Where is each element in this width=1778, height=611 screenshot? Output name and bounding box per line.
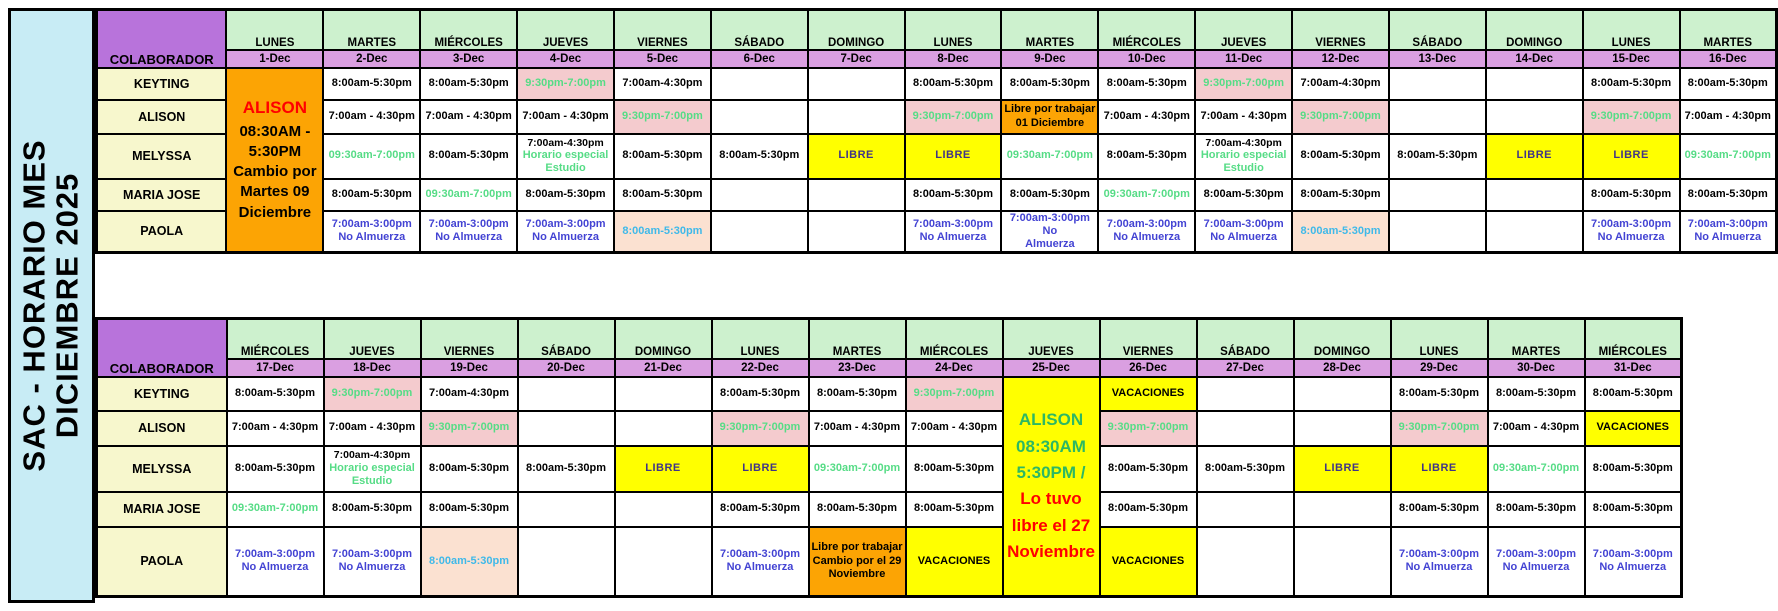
day-date-header: 5-Dec: [614, 50, 711, 68]
schedule-row: [97, 68, 1777, 100]
schedule-cell: 8:00am-5:30pm: [420, 68, 517, 100]
schedule-row: [97, 492, 1682, 527]
schedule-cell: 7:00am - 4:30pm: [1195, 100, 1292, 134]
day-name-header: LUNES: [1583, 10, 1680, 50]
schedule-cell: 7:00am - 4:30pm: [906, 411, 1003, 446]
schedule-cell: 8:00am-5:30pm: [809, 377, 906, 411]
empty-cell: [711, 211, 808, 253]
schedule-table-dec-1-16: [95, 8, 1778, 254]
schedule-cell: 8:00am-5:30pm: [1197, 446, 1294, 492]
empty-cell: [1294, 377, 1391, 411]
empty-cell: [518, 527, 615, 597]
day-date-header: 31-Dec: [1585, 359, 1682, 377]
schedule-cell: 09:30am-7:00pm: [1001, 134, 1098, 179]
empty-cell: [1197, 527, 1294, 597]
schedule-cell: 7:00am-4:30pm Horario especial Estudio: [324, 446, 421, 492]
schedule-cell: LIBRE: [905, 134, 1002, 179]
schedule-cell: LIBRE: [615, 446, 712, 492]
day-name-header: DOMINGO: [1294, 319, 1391, 359]
schedule-row: [97, 446, 1682, 492]
schedule-cell: 7:00am - 4:30pm: [809, 411, 906, 446]
schedule-cell: 9:30pm-7:00pm: [906, 377, 1003, 411]
day-date-header: 3-Dec: [420, 50, 517, 68]
day-name-header: MIÉRCOLES: [227, 319, 324, 359]
day-name-header: JUEVES: [517, 10, 614, 50]
schedule-cell: 7:00am-3:00pm No Almuerza: [227, 527, 324, 597]
day-date-header: 24-Dec: [906, 359, 1003, 377]
empty-cell: [518, 377, 615, 411]
schedule-cell: LIBRE: [712, 446, 809, 492]
schedule-cell: 8:00am-5:30pm: [1680, 179, 1777, 211]
schedule-cell: 09:30am-7:00pm: [1098, 179, 1195, 211]
day-date-header: 21-Dec: [615, 359, 712, 377]
schedule-cell: 7:00am-3:00pm No Almuerza: [1098, 211, 1195, 253]
day-date-header: 27-Dec: [1197, 359, 1294, 377]
schedule-cell: 7:00am - 4:30pm: [324, 411, 421, 446]
day-date-header: 13-Dec: [1389, 50, 1486, 68]
empty-cell: [711, 68, 808, 100]
schedule-cell: 8:00am-5:30pm: [614, 179, 711, 211]
schedule-cell: 8:00am-5:30pm: [518, 446, 615, 492]
day-name-header: MARTES: [809, 319, 906, 359]
day-name-header: JUEVES: [1195, 10, 1292, 50]
schedule-cell: 09:30am-7:00pm: [1680, 134, 1777, 179]
empty-cell: [1294, 527, 1391, 597]
day-date-header: 29-Dec: [1391, 359, 1488, 377]
schedule-cell: 8:00am-5:30pm: [421, 492, 518, 527]
page-title: [8, 8, 95, 603]
schedule-cell: 8:00am-5:30pm: [905, 68, 1002, 100]
day-date-header: 26-Dec: [1100, 359, 1197, 377]
collaborator-name: PAOLA: [97, 211, 227, 253]
schedule-cell: 7:00am-3:00pm No Almuerza: [517, 211, 614, 253]
day-name-header: MIÉRCOLES: [420, 10, 517, 50]
schedule-cell: 9:30pm-7:00pm: [421, 411, 518, 446]
empty-cell: [808, 100, 905, 134]
schedule-cell: 8:00am-5:30pm: [906, 492, 1003, 527]
day-date-header: 16-Dec: [1680, 50, 1777, 68]
schedule-cell: 9:30pm-7:00pm: [905, 100, 1002, 134]
schedule-cell: LIBRE: [1486, 134, 1583, 179]
day-date-header: 22-Dec: [712, 359, 809, 377]
empty-cell: [808, 68, 905, 100]
schedule-cell: 7:00am-3:00pm No Almuerza: [324, 527, 421, 597]
day-date-header: 12-Dec: [1292, 50, 1389, 68]
collaborator-name: ALISON: [97, 100, 227, 134]
schedule-cell: 7:00am - 4:30pm: [1488, 411, 1585, 446]
schedule-cell: 7:00am-4:30pm Horario especial Estudio: [1195, 134, 1292, 179]
day-name-header: JUEVES: [324, 319, 421, 359]
schedule-cell: 7:00am-3:00pm No Almuerza: [1195, 211, 1292, 253]
schedule-cell: VACACIONES: [1100, 527, 1197, 597]
title-line-2: DICIEMBRE 2025: [50, 172, 86, 439]
schedule-cell: 7:00am-3:00pm No Almuerza: [1585, 527, 1682, 597]
schedule-row: [97, 377, 1682, 411]
schedule-cell: 7:00am - 4:30pm: [227, 411, 324, 446]
empty-cell: [518, 411, 615, 446]
merged-note-cell: ALISON 08:30AM - 5:30PM Cambio por Martes 09 Diciembre: [226, 68, 323, 253]
schedule-cell: 8:00am-5:30pm: [1292, 179, 1389, 211]
schedule-cell: 8:00am-5:30pm: [1389, 134, 1486, 179]
day-name-header: VIERNES: [421, 319, 518, 359]
schedule-cell: 8:00am-5:30pm: [1098, 134, 1195, 179]
schedule-cell: 09:30am-7:00pm: [1488, 446, 1585, 492]
schedule-cell: 8:00am-5:30pm: [712, 492, 809, 527]
day-date-header: 11-Dec: [1195, 50, 1292, 68]
day-name-header: VIERNES: [614, 10, 711, 50]
day-name-header: SÁBADO: [711, 10, 808, 50]
schedule-cell: 8:00am-5:30pm: [614, 134, 711, 179]
schedule-cell: 8:00am-5:30pm: [1585, 446, 1682, 492]
schedule-cell: LIBRE: [1294, 446, 1391, 492]
empty-cell: [518, 492, 615, 527]
schedule-cell: 8:00am-5:30pm: [323, 179, 420, 211]
schedule-cell: 7:00am - 4:30pm: [323, 100, 420, 134]
schedule-cell: 8:00am-5:30pm: [420, 134, 517, 179]
schedule-cell: VACACIONES: [1585, 411, 1682, 446]
schedule-cell: 7:00am - 4:30pm: [517, 100, 614, 134]
collaborator-name: PAOLA: [97, 527, 227, 597]
schedule-cell: Libre por trabajar Cambio por el 29 Noviembre: [809, 527, 906, 597]
schedule-cell: 9:30pm-7:00pm: [1195, 68, 1292, 100]
schedule-cell: 8:00am-5:30pm: [1292, 134, 1389, 179]
day-date-header: 20-Dec: [518, 359, 615, 377]
schedule-cell: 7:00am-3:00pm No Almuerza: [712, 527, 809, 597]
day-name-header: JUEVES: [1003, 319, 1100, 359]
schedule-cell: 7:00am-4:30pm: [1292, 68, 1389, 100]
empty-cell: [615, 527, 712, 597]
schedule-cell: 8:00am-5:30pm: [1001, 179, 1098, 211]
schedule-cell: 7:00am-3:00pm No Almuerza: [420, 211, 517, 253]
schedule-cell: 8:00am-5:30pm: [421, 527, 518, 597]
schedule-cell: 8:00am-5:30pm: [1583, 68, 1680, 100]
empty-cell: [615, 492, 712, 527]
schedule-cell: 7:00am-4:30pm: [421, 377, 518, 411]
day-name-header: MARTES: [323, 10, 420, 50]
schedule-cell: 7:00am-3:00pm No Almuerza: [1583, 211, 1680, 253]
schedule-cell: LIBRE: [808, 134, 905, 179]
day-date-header: 1-Dec: [226, 50, 323, 68]
schedule-row: [97, 527, 1682, 597]
day-name-header: SÁBADO: [1389, 10, 1486, 50]
schedule-row: [97, 179, 1777, 211]
schedule-cell: 09:30am-7:00pm: [420, 179, 517, 211]
day-name-header: MIÉRCOLES: [1098, 10, 1195, 50]
schedule-cell: 8:00am-5:30pm: [324, 492, 421, 527]
schedule-cell: 8:00am-5:30pm: [1195, 179, 1292, 211]
day-name-header: SÁBADO: [518, 319, 615, 359]
day-date-header: 15-Dec: [1583, 50, 1680, 68]
day-name-header: LUNES: [712, 319, 809, 359]
schedule-cell: 7:00am-4:30pm Horario especial Estudio: [517, 134, 614, 179]
schedule-cell: 8:00am-5:30pm: [1585, 492, 1682, 527]
day-name-header: LUNES: [1391, 319, 1488, 359]
schedule-cell: VACACIONES: [906, 527, 1003, 597]
collaborator-name: ALISON: [97, 411, 227, 446]
schedule-cell: Libre por trabajar 01 Diciembre: [1001, 100, 1098, 134]
day-date-header: 8-Dec: [905, 50, 1002, 68]
collaborator-name: MELYSSA: [97, 446, 227, 492]
schedule-cell: 8:00am-5:30pm: [227, 377, 324, 411]
schedule-cell: 8:00am-5:30pm: [227, 446, 324, 492]
schedule-cell: VACACIONES: [1100, 377, 1197, 411]
schedule-cell: 7:00am - 4:30pm: [1098, 100, 1195, 134]
schedule-cell: 9:30pm-7:00pm: [1292, 100, 1389, 134]
day-date-header: 6-Dec: [711, 50, 808, 68]
schedule-table-dec-17-31: [95, 317, 1683, 598]
empty-cell: [1294, 492, 1391, 527]
colaborador-header: COLABORADOR: [97, 319, 227, 377]
day-name-header: MIÉRCOLES: [906, 319, 1003, 359]
empty-cell: [615, 411, 712, 446]
page-title-text: [18, 139, 85, 471]
collaborator-name: KEYTING: [97, 68, 227, 100]
empty-cell: [1486, 179, 1583, 211]
empty-cell: [1197, 492, 1294, 527]
day-name-header: MARTES: [1488, 319, 1585, 359]
day-name-header: LUNES: [226, 10, 323, 50]
day-name-header: VIERNES: [1292, 10, 1389, 50]
schedule-cell: 8:00am-5:30pm: [1488, 492, 1585, 527]
day-date-header: 17-Dec: [227, 359, 324, 377]
day-date-header: 19-Dec: [421, 359, 518, 377]
schedule-cell: 7:00am-3:00pm No Almuerza: [905, 211, 1002, 253]
day-date-header: 23-Dec: [809, 359, 906, 377]
merged-note-cell: ALISON 08:30AM 5:30PM / Lo tuvo libre el 27 Noviembre: [1003, 377, 1100, 597]
empty-cell: [1389, 179, 1486, 211]
schedule-row: [97, 411, 1682, 446]
schedule-cell: 7:00am - 4:30pm: [1680, 100, 1777, 134]
empty-cell: [1486, 100, 1583, 134]
schedule-cell: 8:00am-5:30pm: [1488, 377, 1585, 411]
schedule-cell: 09:30am-7:00pm: [809, 446, 906, 492]
schedule-cell: 7:00am-4:30pm: [614, 68, 711, 100]
schedule-cell: 8:00am-5:30pm: [1100, 446, 1197, 492]
day-date-header: 18-Dec: [324, 359, 421, 377]
empty-cell: [1389, 211, 1486, 253]
schedule-row: [97, 134, 1777, 179]
day-date-header: 4-Dec: [517, 50, 614, 68]
day-date-header: 25-Dec: [1003, 359, 1100, 377]
empty-cell: [808, 179, 905, 211]
day-date-header: 10-Dec: [1098, 50, 1195, 68]
empty-cell: [1294, 411, 1391, 446]
day-name-header: DOMINGO: [808, 10, 905, 50]
schedule-cell: 9:30pm-7:00pm: [1391, 411, 1488, 446]
schedule-cell: 8:00am-5:30pm: [323, 68, 420, 100]
empty-cell: [1197, 411, 1294, 446]
schedule-cell: 8:00am-5:30pm: [1391, 377, 1488, 411]
schedule-cell: 09:30am-7:00pm: [227, 492, 324, 527]
schedule-row: [97, 100, 1777, 134]
schedule-cell: 8:00am-5:30pm: [1391, 492, 1488, 527]
schedule-cell: 8:00am-5:30pm: [1583, 179, 1680, 211]
schedule-cell: 8:00am-5:30pm: [517, 179, 614, 211]
day-name-header: MARTES: [1001, 10, 1098, 50]
empty-cell: [1389, 68, 1486, 100]
schedule-cell: 7:00am-3:00pm No Almuerza: [1001, 211, 1098, 253]
empty-cell: [1197, 377, 1294, 411]
collaborator-name: MARIA JOSE: [97, 492, 227, 527]
empty-cell: [1486, 68, 1583, 100]
day-name-header: LUNES: [905, 10, 1002, 50]
empty-cell: [1486, 211, 1583, 253]
day-date-header: 7-Dec: [808, 50, 905, 68]
schedule-cell: 8:00am-5:30pm: [905, 179, 1002, 211]
day-name-header: DOMINGO: [1486, 10, 1583, 50]
schedule-cell: 8:00am-5:30pm: [809, 492, 906, 527]
empty-cell: [808, 211, 905, 253]
schedule-cell: 8:00am-5:30pm: [614, 211, 711, 253]
schedule-cell: 9:30pm-7:00pm: [1583, 100, 1680, 134]
empty-cell: [711, 179, 808, 211]
day-date-header: 2-Dec: [323, 50, 420, 68]
schedule-cell: 8:00am-5:30pm: [421, 446, 518, 492]
schedule-cell: 8:00am-5:30pm: [906, 446, 1003, 492]
day-name-header: SÁBADO: [1197, 319, 1294, 359]
empty-cell: [1389, 100, 1486, 134]
day-name-header: MIÉRCOLES: [1585, 319, 1682, 359]
empty-cell: [615, 377, 712, 411]
schedule-cell: 8:00am-5:30pm: [711, 134, 808, 179]
schedule-cell: 8:00am-5:30pm: [1585, 377, 1682, 411]
schedule-cell: 9:30pm-7:00pm: [712, 411, 809, 446]
schedule-cell: 8:00am-5:30pm: [1098, 68, 1195, 100]
title-line-1: SAC - HORARIO MES: [17, 139, 53, 472]
schedule-cell: 7:00am-3:00pm No Almuerza: [323, 211, 420, 253]
day-name-header: DOMINGO: [615, 319, 712, 359]
schedule-cell: 8:00am-5:30pm: [1100, 492, 1197, 527]
schedule-cell: 7:00am-3:00pm No Almuerza: [1488, 527, 1585, 597]
empty-cell: [711, 100, 808, 134]
schedule-cell: 09:30am-7:00pm: [323, 134, 420, 179]
schedule-cell: LIBRE: [1583, 134, 1680, 179]
schedule-cell: 9:30pm-7:00pm: [517, 68, 614, 100]
schedule-cell: 9:30pm-7:00pm: [614, 100, 711, 134]
schedule-cell: LIBRE: [1391, 446, 1488, 492]
day-name-header: VIERNES: [1100, 319, 1197, 359]
day-date-header: 14-Dec: [1486, 50, 1583, 68]
day-name-header: MARTES: [1680, 10, 1777, 50]
schedule-cell: 8:00am-5:30pm: [1680, 68, 1777, 100]
schedule-cell: 9:30pm-7:00pm: [1100, 411, 1197, 446]
day-date-header: 30-Dec: [1488, 359, 1585, 377]
schedule-cell: 7:00am - 4:30pm: [420, 100, 517, 134]
schedule-cell: 9:30pm-7:00pm: [324, 377, 421, 411]
day-date-header: 9-Dec: [1001, 50, 1098, 68]
collaborator-name: MARIA JOSE: [97, 179, 227, 211]
collaborator-name: MELYSSA: [97, 134, 227, 179]
collaborator-name: KEYTING: [97, 377, 227, 411]
schedule-cell: 8:00am-5:30pm: [712, 377, 809, 411]
schedule-cell: 8:00am-5:30pm: [1001, 68, 1098, 100]
day-date-header: 28-Dec: [1294, 359, 1391, 377]
schedule-cell: 7:00am-3:00pm No Almuerza: [1680, 211, 1777, 253]
schedule-cell: 7:00am-3:00pm No Almuerza: [1391, 527, 1488, 597]
colaborador-header: COLABORADOR: [97, 10, 227, 68]
schedule-cell: 8:00am-5:30pm: [1292, 211, 1389, 253]
schedule-row: [97, 211, 1777, 253]
